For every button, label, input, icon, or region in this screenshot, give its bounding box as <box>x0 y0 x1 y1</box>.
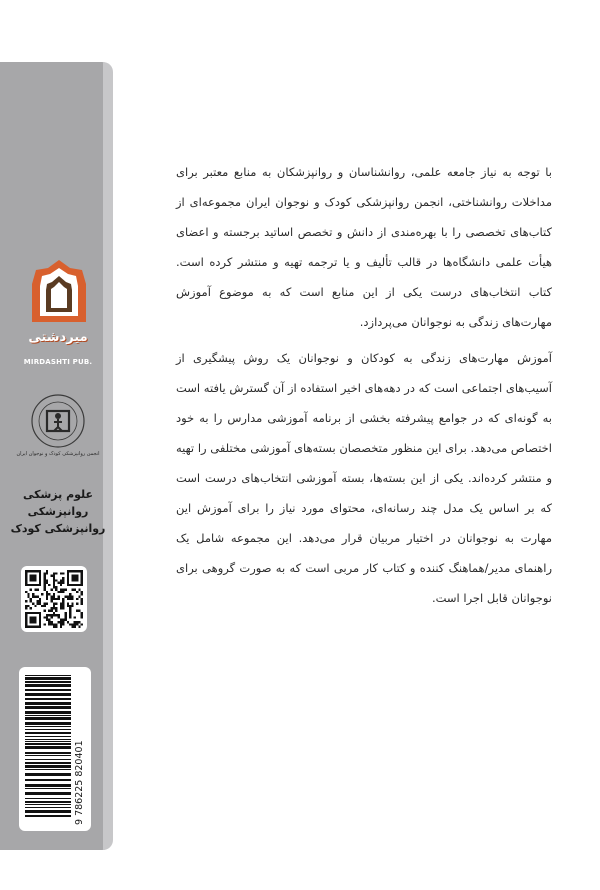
spine-edge-highlight <box>103 62 113 850</box>
description-paragraph: آموزش مهارت‌های زندگی به کودکان و نوجوانان یک روش پیشگیری از آسیب‌های اجتماعی است که در دهه‌های اخیر استفاده از آن گسترش یافته است به گونه‌ای که در جوامع پیشرفته بخشی از برنامه آموزشی مدارس را به خود اختصاص می‌دهد. برای این منظور متخصصان بسته‌های آموزشی مختلفی را تهیه و منتشر کرده‌اند. یکی از این بسته‌ها، بسته آموزشی انتخاب‌های درست است که بر اساس یک مدل چند رسانه‌ای، محتوای مورد نیاز را برای آموزش این مهارت به نوجوانان در اختیار مربیان قرار می‌دهد. این مجموعه شامل یک راهنمای مدیر/هماهنگ کننده و کتاب کار مربی است که به صورت گروهی برای نوجوانان قابل اجرا است. <box>176 351 552 605</box>
series-labels <box>8 486 108 537</box>
isbn-barcode <box>19 667 91 831</box>
series-line: روانپزشکی کودک <box>10 522 106 535</box>
description-paragraph: با توجه به نیاز جامعه علمی، روانشناسان و روانپزشکان به منابع معتبر برای مداخلات روانشناختی، انجمن روانپزشکی کودک و نوجوان ایران مجموعه‌ای از کتاب‌های تخصصی را با بهره‌مندی از دانش و تخصص اساتید برجسته و اعضای هیأت علمی دانشگاه‌ها در قالب تألیف و یا ترجمه تهیه و منتشر کرده است. کتاب انتخاب‌های درست یکی از این منابع است که به موضوع آموزش مهارت‌های زندگی به نوجوانان می‌پردازد. <box>176 165 552 329</box>
back-cover-description <box>176 157 552 619</box>
series-line: روانپزشکی <box>27 505 89 518</box>
isbn-digits: 9 786225 820401 <box>74 740 85 825</box>
series-line: علوم پزشکی <box>22 488 94 501</box>
publisher-name-fa: میردشتی <box>28 330 88 345</box>
association-logo-icon <box>30 393 86 449</box>
association-name: انجمن روانپزشکی کودک و نوجوان ایران <box>16 451 100 457</box>
qr-code <box>21 566 87 632</box>
publisher-name-en: MIRDASHTI PUB. <box>23 358 93 366</box>
qr-code-icon <box>25 570 83 628</box>
barcode-icon <box>19 667 91 831</box>
